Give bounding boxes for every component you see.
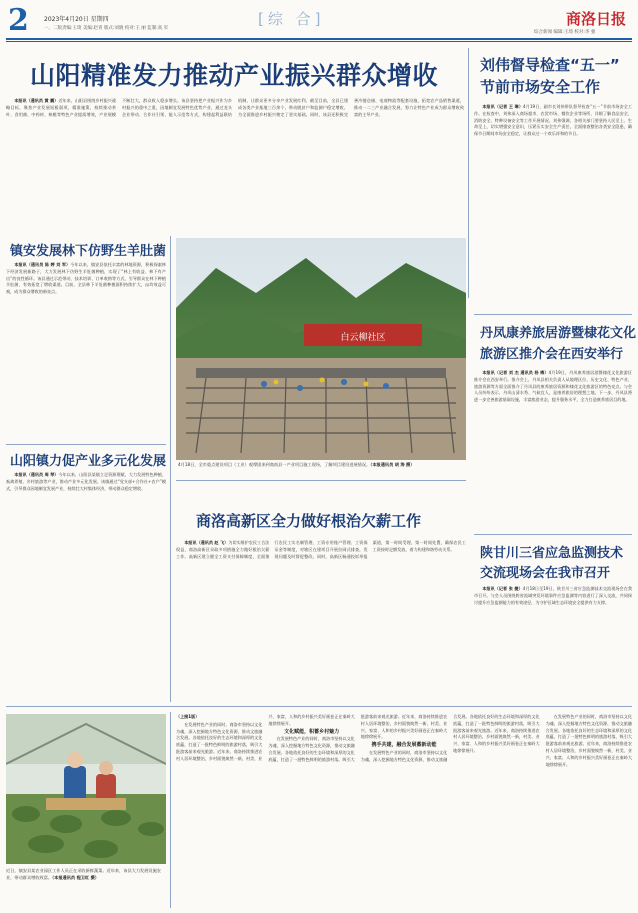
morel-body: 本报讯（通讯员 陈 婷 刘 军）今年以来，镇安县依托丰富的林地资源，积极探索林下经济发展新路子，大力发展林下仿野生羊肚菌种植，实现了“林上有收益、林下有产出”的良性循环。该县通过示范带动、技术培训、订单收购等方式，引导群众在林下种植羊肚菌，有效拓宽了增收渠道。目前，全县林下羊肚菌种植面积持续扩大，亩均效益可观，成为群众增收的新亮点。 bbox=[6, 262, 166, 295]
section-label: [综 合] bbox=[258, 10, 325, 28]
section-divider bbox=[6, 444, 166, 445]
morel-headline: 镇安发展林下仿野生羊肚菌 bbox=[10, 244, 167, 259]
tourism-byline: 本报讯（记者 刘 杰 通讯员 杨 梅） bbox=[482, 370, 549, 375]
issue-date: 2023年4月20日 星期四 bbox=[44, 16, 109, 23]
section-divider bbox=[474, 314, 632, 315]
editor-line: 一、二版责编:王琦 美编:赵青 版式:刘晓 校对:王 丽 监制:高 军 bbox=[44, 26, 169, 31]
feature-subhead-1: 文化赋能，积蓄乡村魅力 bbox=[284, 728, 340, 735]
greenhouse-scene bbox=[6, 714, 166, 864]
diversify-body: 本报讯（通讯员 周 琴）今年以来，山阳县某镇立足资源禀赋，大力发展特色种植、畜禽养殖、乡村旅游等产业，推动产业多元化发展。该镇通过“党支部+合作社+农户”模式，引导群众因地制宜发展产业，持续壮大村集体经济，带动群众稳定增收。 bbox=[6, 472, 166, 491]
page-number: 2 bbox=[8, 3, 29, 38]
feature-intro: （上接1版） bbox=[176, 714, 200, 719]
column-divider bbox=[468, 48, 469, 298]
inspection-headline-2: 节前市场安全工作 bbox=[480, 78, 601, 96]
photo-caption: 4月18日，全市重点建设项目（工业）观摩团来到商南县一产业项目施工现场，了解项目建设进展情况。（本报通讯员 胡 涛 摄） bbox=[178, 462, 415, 467]
monitor-headline-1: 陕甘川三省应急监测技术 bbox=[480, 546, 624, 561]
monitor-body: 本报讯（记者 张 捷）4月18日至19日，陕甘川三省应急监测技术交流现场会在我市召开。与会人员围绕跨省流域突发环境事件应急监测等内容进行了深入交流，共同探讨提升应急监测能力的有效途径，为守护区域生态环境安全提供有力支撑。 bbox=[474, 586, 632, 605]
tourism-headline-1: 丹凤康养旅居游暨棣花文化 bbox=[480, 326, 637, 341]
inspection-body: 本报讯（记者 王 琳）4月19日，副市长刘伟带队督导检查“五一”节前市场安全工作。在检查中，刘伟深入商场超市、农贸市场、餐饮企业等场所，详细了解食品安全、消防安全、特种设备安全等工作开展情况。刘伟强调，各相关部门要坚持人民至上、生命至上，切实增强安全意识，压紧压实安全生产责任，全面排查整治各类安全隐患，确保节日期间市场安全稳定，让群众过一个欢乐祥和的节日。 bbox=[474, 104, 632, 137]
newspaper-logo: 商洛日报 bbox=[566, 10, 627, 28]
inspection-byline: 本报讯（记者 王 琳） bbox=[482, 104, 524, 109]
main-headline: 山阳精准发力推动产业振兴群众增收 bbox=[30, 61, 439, 90]
tourism-headline-2: 旅游区推介会在西安举行 bbox=[480, 347, 624, 362]
masthead-rule-thin bbox=[6, 41, 632, 42]
monitor-headline-2: 交流现场会在我市召开 bbox=[480, 566, 611, 581]
diversify-byline: 本报讯（通讯员 周 琴） bbox=[14, 472, 59, 477]
morel-byline: 本报讯（通讯员 陈 婷 刘 军） bbox=[14, 262, 71, 267]
site-banner-text: 白云柳社区 bbox=[340, 333, 386, 343]
column-divider bbox=[170, 712, 171, 908]
monitor-byline: 本报讯（记者 张 捷） bbox=[482, 586, 523, 591]
section-divider bbox=[176, 480, 466, 481]
feature-body: （上接1版） 在发展特色产业的同时，商洛市坚持以文化为魂，深入挖掘地方特色文化资源，推动文旅融合发展。各地依托良好的生态环境和深厚的文化底蕴，打造了一批特色鲜明的旅游村落，吸引大批游客前来观光旅游。近年来，商洛持续推进农村人居环境整治，乡村面貌焕然一新，村美、业兴、家富、人和的乡村振兴美好画卷正在秦岭大地徐徐展开。 文化赋能，积蓄乡村魅力 在发展特色产业的同时，商洛市坚持以文化为魂，深入挖掘地方特色文化资源，推动文旅融合发展。各地依托良好的生态环境和深厚的文化底蕴，打造了一批特色鲜明的旅游村落，吸引大批游客前来观光旅游。近年来，商洛持续推进农村人居环境整治，乡村面貌焕然一新，村美、业兴、家富、人和的乡村振兴美好画卷正在秦岭大地徐徐展开。 携手共建，融合发展蓄新动能 在发展特色产业的同时，商洛市坚持以文化为魂，深入挖掘地方特色文化资源，推动文旅融合发展。各地依托良好的生态环境和深厚的文化底蕴，打造了一批特色鲜明的旅游村落，吸引大批游客前来观光旅游。近年来，商洛持续推进农村人居环境整治，乡村面貌焕然一新，村美、业兴、家富、人和的乡村振兴美好画卷正在秦岭大地徐徐展开。 在发展特色产业的同时，商洛市坚持以文化为魂，深入挖掘地方特色文化资源，推动文旅融合发展。各地依托良好的生态环境和深厚的文化底蕴，打造了一批特色鲜明的旅游村落，吸引大批游客前来观光旅游。近年来，商洛持续推进农村人居环境整治，乡村面貌焕然一新，村美、业兴、家富、人和的乡村振兴美好画卷正在秦岭大地徐徐展开。 bbox=[176, 714, 632, 767]
diversify-headline: 山阳镇力促产业多元化发展 bbox=[10, 454, 167, 469]
main-byline: 本报讯（通讯员 黄 鹏） bbox=[14, 98, 59, 103]
masthead-rule bbox=[6, 38, 632, 40]
column-divider bbox=[170, 236, 171, 702]
inspection-headline-1: 刘伟督导检查“五一” bbox=[480, 56, 620, 74]
main-article-body: 本报讯（通讯员 黄 鹏）近年来，山阳县围绕乡村振兴战略目标，聚焦产业发展短板弱项，精准施策，持续推动茶叶、食用菌、中药材、核桃等特色产业提质增效，产业规模不断壮大，群众收入稳步增长。该县坚持把产业振兴作为乡村振兴的重中之重，因地制宜发展特色优势产业，通过龙头企业带动、合作社引领、能人示范等方式，构建起利益联结机制，让群众更多分享产业发展红利。截至目前，全县已建成各类产业基地三百余个，带动脱贫户和监测户稳定增收，为全面推进乡村振兴奠定了坚实基础。同时，该县还积极完善冷链仓储、电商物流等配套设施，拓宽农产品销售渠道，推动一二三产业融合发展，努力让特色产业成为群众增收致富的主导产业。 bbox=[6, 98, 464, 117]
greenhouse-photo bbox=[6, 714, 166, 864]
construction-photo bbox=[176, 238, 466, 460]
section-divider bbox=[6, 706, 632, 707]
tourism-body: 本报讯（记者 刘 杰 通讯员 杨 梅）4月19日，丹凤康养旅居游暨棣花文化旅游区推介会在西安举行。推介会上，丹凤县相关负责人从地理区位、历史文化、特色产业、旅游资源等方面全面推介了丹凤县的康养旅居资源和棣花文化旅游区的特色亮点。与会人员纷纷表示，丹凤山清水秀、气候宜人，是康养旅居的理想之地。下一步，丹凤县将进一步完善旅游基础设施，丰富旅游业态，提升服务水平，全力打造康养旅居目的地。 bbox=[474, 370, 632, 403]
greenhouse-caption: 近日，镇安县某农业园区工作人员正在采收新鲜蔬菜。近年来，该县大力发展设施农业，带动群众增收致富。（本报通讯员 程卫红 摄） bbox=[6, 868, 161, 880]
feature-subhead-2: 携手共建，融合发展蓄新动能 bbox=[371, 742, 437, 749]
hightech-headline: 商洛高新区全力做好根治欠薪工作 bbox=[196, 512, 422, 530]
section-divider bbox=[474, 534, 632, 535]
hightech-byline: 本报讯（通讯员 赵 飞） bbox=[184, 540, 229, 545]
masthead-right-line: 综合新闻 编辑:王琦 校对:李 强 bbox=[534, 30, 596, 35]
construction-scene bbox=[176, 238, 466, 460]
hightech-body: 本报讯（通讯员 赵 飞）为切实维护农民工合法权益，商洛高新区采取多项措施全力做好根治欠薪工作。高新区建立健全工资支付保障制度，全面推行农民工实名制管理、工资专用账户管理、工资保证金等制度，对辖区在建项目开展拉网式排查，发现问题及时督促整改。同时，高新区畅通投诉举报渠道，第一时间受理、第一时间处置，确保农民工工资按时足额发放，着力构建和谐劳动关系。 bbox=[176, 540, 466, 559]
masthead bbox=[6, 4, 632, 38]
